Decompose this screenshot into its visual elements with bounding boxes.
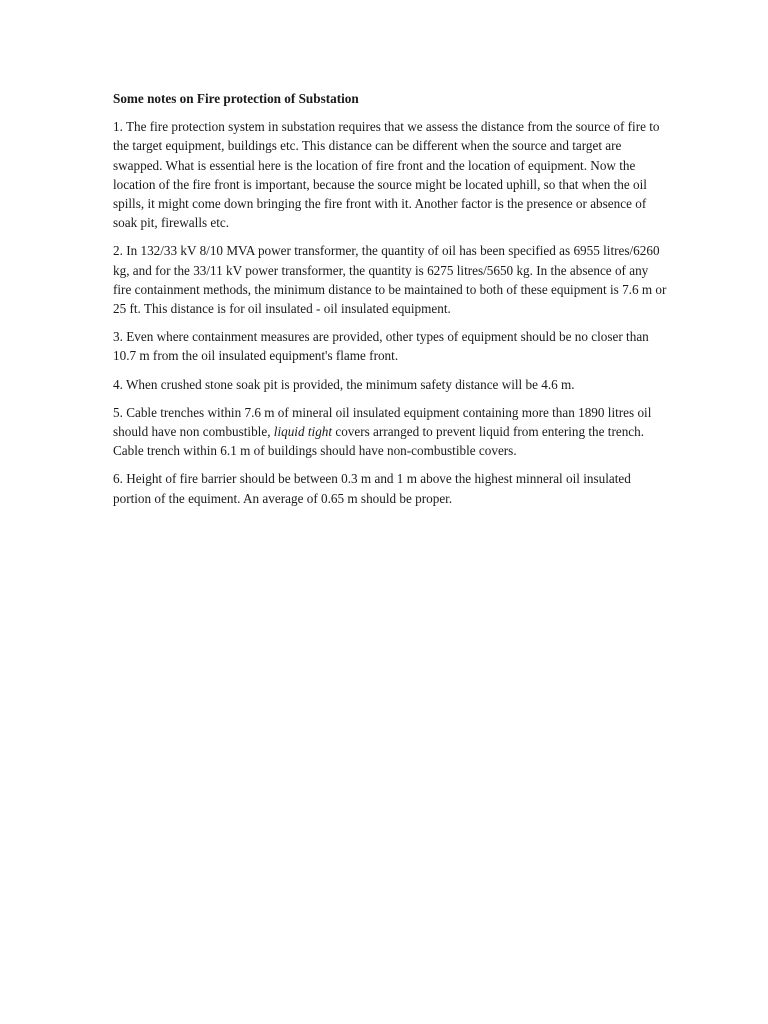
paragraph-5-text-before: 5. Cable trenches within 7.6 m of mineral oil insulated equipment containing more than 1890 litres oil should have non combustible, bbox=[113, 404, 652, 440]
paragraph-6: 6. Height of fire barrier should be between 0.3 m and 1 m above the highest minneral oil insulated portion of the equiment. An average of 0.65 m should be proper. bbox=[113, 471, 631, 506]
document-title: Some notes on Fire protection of Substation bbox=[113, 91, 359, 106]
paragraph-5 bbox=[113, 403, 668, 461]
paragraph-5-text-after: covers arranged to prevent liquid from entering the trench. Cable trench within 6.1 m of buildings should have non-combustible covers. bbox=[113, 424, 645, 459]
paragraph-2: 2. In 132/33 kV 8/10 MVA power transformer, the quantity of oil has been specified as 6955 litres/6260 kg, and for the 33/11 kV power transformer, the quantity is 6275 litres/5650 kg. In the absence of any fire containment methods, the minimum distance to be maintained to both of these equipment is 7.6 m or 25 ft. This distance is for oil insulated - oil insulated equipment. bbox=[113, 243, 667, 317]
paragraph-4: 4. When crushed stone soak pit is provided, the minimum safety distance will be 4.6 m. bbox=[113, 376, 575, 392]
paragraph-1: 1. The fire protection system in substation requires that we assess the distance from the source of fire to the target equipment, buildings etc. This distance can be different when the source and target are swapped. What is essential here is the location of fire front and the location of equipment. Now the location of the fire front is important, because the source might be located uphill, so that when the oil spills, it might come down bringing the fire front with it. Another factor is the presence or absence of soak pit, firewalls etc. bbox=[113, 119, 660, 231]
paragraph-5-emphasis: liquid tight bbox=[273, 424, 333, 440]
paragraph-3: 3. Even where containment measures are provided, other types of equipment should be no closer than 10.7 m from the oil insulated equipment's flame front. bbox=[113, 329, 649, 364]
